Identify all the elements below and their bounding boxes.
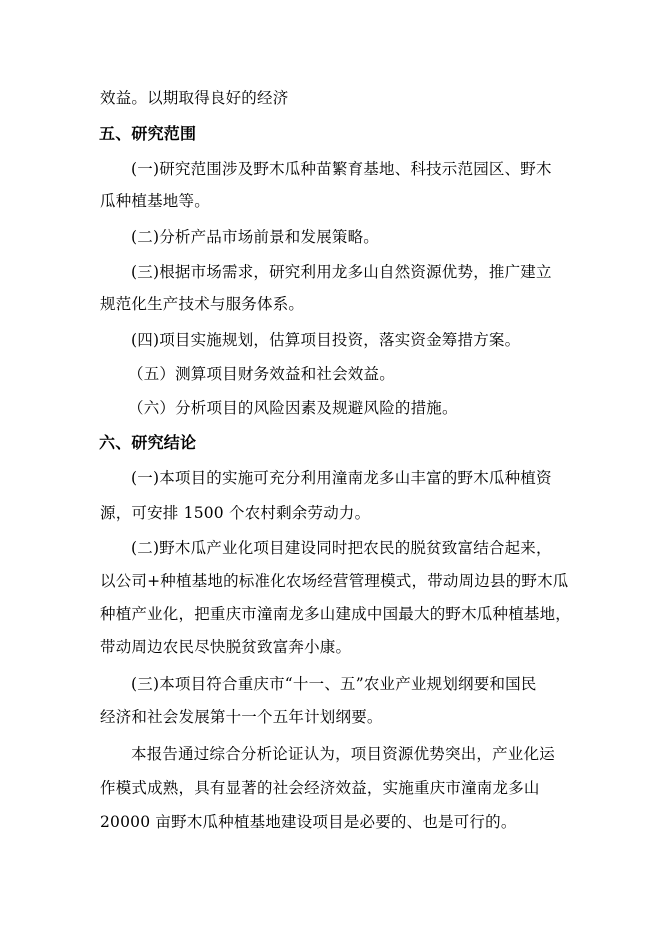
intro-tail-text: 效益。以期取得良好的经济 xyxy=(100,89,289,107)
section-6-item-3-line-2: 经济和社会发展第十一个五年计划纲要。 xyxy=(100,708,383,726)
section-5-item-5: （五）测算项目财务效益和社会效益。 xyxy=(128,365,395,383)
section-5-item-1-line-1: (一)研究范围涉及野木瓜种苗繁育基地、科技示范园区、野木 xyxy=(131,160,552,178)
section-5-item-4: (四)项目实施规划，估算项目投资，落实资金筹措方案。 xyxy=(131,331,521,349)
section-6-item-1-line-1: (一)本项目的实施可充分利用潼南龙多山丰富的野木瓜种植资 xyxy=(131,469,552,487)
section-6-heading: 六、研究结论 xyxy=(99,433,197,452)
section-5-item-2: (二)分析产品市场前景和发展策略。 xyxy=(131,228,379,246)
section-5-item-3-line-2: 规范化生产技术与服务体系。 xyxy=(100,295,305,313)
conclusion-line-1: 本报告通过综合分析论证认为，项目资源优势突出，产业化运 xyxy=(131,745,555,763)
section-5-item-3-line-1: (三)根据市场需求，研究利用龙多山自然资源优势，推广建立 xyxy=(131,263,552,281)
section-6-item-2-line-4: 带动周边农民尽快脱贫致富奔小康。 xyxy=(100,638,352,656)
section-5-heading: 五、研究范围 xyxy=(99,124,197,143)
conclusion-line-2: 作模式成熟，具有显著的社会经济效益，实施重庆市潼南龙多山 xyxy=(100,779,540,797)
conclusion-line-3: 20000 亩野木瓜种植基地建设项目是必要的、也是可行的。 xyxy=(100,813,517,831)
section-6-item-2-line-3: 种植产业化，把重庆市潼南龙多山建成中国最大的野木瓜种植基地， xyxy=(100,605,572,623)
section-6-item-2-line-1: (二)野木瓜产业化项目建设同时把农民的脱贫致富结合起来， xyxy=(131,539,552,557)
section-6-item-3-line-1: (三)本项目符合重庆市“十一、五”农业产业规划纲要和国民 xyxy=(131,675,537,693)
section-6-item-1-line-2: 源，可安排 1500 个农村剩余劳动力。 xyxy=(100,504,371,522)
section-5-item-6: （六）分析项目的风险因素及规避风险的措施。 xyxy=(128,399,458,417)
section-6-item-2-line-2: 以公司+种植基地的标准化农场经营管理模式，带动周边县的野木瓜 xyxy=(100,572,569,590)
section-5-item-1-line-2: 瓜种植基地等。 xyxy=(100,192,210,210)
